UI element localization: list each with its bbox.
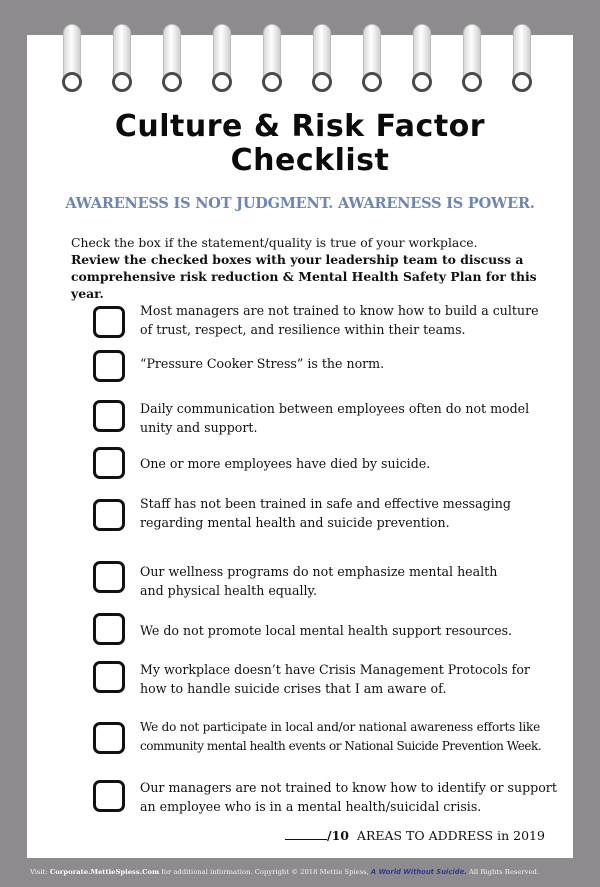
item-text-line: community mental health events or National Suicide Prevention Week. (140, 739, 542, 753)
footer-site-link[interactable]: Corporate.MettieSpiess.Com (49, 868, 160, 876)
checkbox[interactable] (93, 780, 125, 812)
instructions (71, 234, 571, 302)
item-text-line: Daily communication between employees often do not model (140, 401, 530, 416)
instructions-line: Check the box if the statement/quality is true of your workplace. (71, 235, 478, 250)
footer-text: for additional information. Copyright © 2018 Mettie Spiess, (159, 868, 371, 876)
tagline: AWARENESS IS NOT JUDGMENT. AWARENESS IS POWER. (65, 195, 535, 212)
binder-hole (362, 72, 382, 92)
item-text (140, 494, 540, 532)
checkbox[interactable] (93, 400, 125, 432)
item-text-line: regarding mental health and suicide prevention. (140, 515, 450, 530)
binder-hole (512, 72, 532, 92)
score-tally (285, 828, 545, 843)
item-text-line: My workplace doesn’t have Crisis Management Protocols for (140, 662, 530, 677)
page-title-line2: Checklist (230, 143, 390, 178)
score-blank[interactable] (285, 829, 327, 840)
binder-hole (312, 72, 332, 92)
item-text (140, 399, 540, 437)
checkbox[interactable] (93, 661, 125, 693)
item-text-line: We do not promote local mental health support resources. (140, 623, 513, 638)
item-text-line: “Pressure Cooker Stress” is the norm. (140, 356, 385, 371)
score-label: AREAS TO ADDRESS in 2019 (356, 828, 545, 843)
item-text-line: We do not participate in local and/or national awareness efforts like (140, 720, 540, 734)
binder-hole (262, 72, 282, 92)
item-text-line: of trust, respect, and resilience within their teams. (140, 322, 466, 337)
item-text-line: One or more employees have died by suicide. (140, 456, 431, 471)
item-text-line: Most managers are not trained to know how to build a culture (140, 303, 539, 318)
item-text-line: how to handle suicide crises that I am aware of. (140, 681, 447, 696)
binder-hole (462, 72, 482, 92)
binder-hole (162, 72, 182, 92)
item-text-line: Our managers are not trained to know how to identify or support (140, 780, 557, 795)
item-text-line: an employee who is in a mental health/suicidal crisis. (140, 799, 482, 814)
footer-text: Visit: (30, 868, 50, 876)
item-text-line: Our wellness programs do not emphasize mental health (140, 564, 498, 579)
item-text (140, 718, 560, 756)
score-total: /10 (327, 828, 349, 843)
item-text (140, 301, 540, 339)
item-text (140, 354, 540, 373)
instructions-line: comprehensive risk reduction & Mental Health Safety Plan for this year. (71, 269, 537, 301)
checkbox[interactable] (93, 350, 125, 382)
binder-hole (62, 72, 82, 92)
binder-hole (112, 72, 132, 92)
item-text (140, 660, 540, 698)
item-text (140, 454, 540, 473)
instructions-line: Review the checked boxes with your leadership team to discuss a (71, 252, 524, 267)
footer-brand: A World Without Suicide. (370, 868, 467, 876)
page-title-line1: Culture & Risk Factor (114, 109, 486, 144)
checkbox[interactable] (93, 499, 125, 531)
item-text-line: Staff has not been trained in safe and effective messaging (140, 496, 511, 511)
footer (30, 868, 590, 876)
checkbox[interactable] (93, 447, 125, 479)
item-text-line: unity and support. (140, 420, 258, 435)
checkbox[interactable] (93, 722, 125, 754)
item-text (140, 621, 540, 640)
binder-hole (212, 72, 232, 92)
item-text (140, 778, 560, 816)
checkbox[interactable] (93, 306, 125, 338)
checkbox[interactable] (93, 561, 125, 593)
footer-text: All Rights Reserved. (466, 868, 540, 876)
item-text (140, 562, 540, 600)
checkbox[interactable] (93, 613, 125, 645)
binder-hole (412, 72, 432, 92)
item-text-line: and physical health equally. (140, 583, 317, 598)
